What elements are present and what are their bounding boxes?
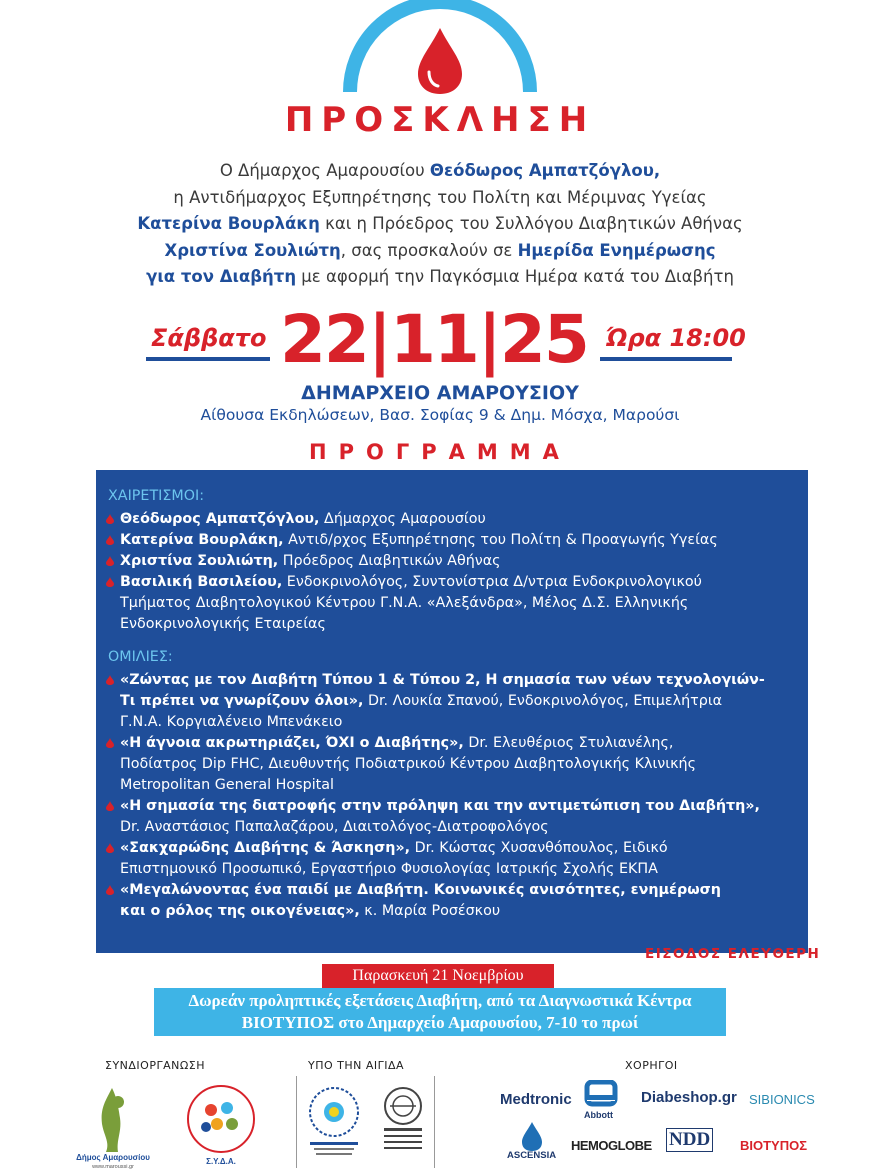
footer-divider <box>434 1076 435 1168</box>
aegis-label: ΥΠΟ ΤΗΝ ΑΙΓΙΔΑ <box>308 1059 405 1072</box>
venue-address: Αίθουσα Εκδηλώσεων, Βασ. Σοφίας 9 & Δημ. Μόσχα, Μαρούσι <box>200 406 680 424</box>
list-item: «Η σημασία της διατροφής στην πρόληψη και την αντιμετώπιση του Διαβήτη», Dr. Αναστάσιος Παπαλαζάρου, Διαιτολόγος-Διατροφολόγος <box>108 796 798 838</box>
svg-text:Δήμος Αμαρουσίου: Δήμος Αμαρουσίου <box>76 1153 150 1162</box>
ascensia-drop-icon <box>510 1120 554 1152</box>
sponsor-diabeshop: Diabeshop.gr <box>641 1089 737 1106</box>
talks-heading: ΟΜΙΛΙΕΣ: <box>108 649 173 665</box>
list-item: «Σακχαρώδης Διαβήτης & Άσκηση», Dr. Κώστας Χυσανθόπουλος, Ειδικό Επιστημονικό Προσωπικό, Εργαστήριο Φυσιολογίας Ιατρικής Σχολής ΕΚΠΑ <box>108 838 798 880</box>
program-panel <box>96 470 808 953</box>
date-underline-left <box>146 357 270 361</box>
page-title: ΠΡΟΣΚΛΗΣΗ <box>284 100 596 140</box>
friday-badge: Παρασκευή 21 Νοεμβρίου <box>322 964 554 988</box>
list-item: Βασιλική Βασιλείου, Ενδοκρινολόγος, Συντονίστρια Δ/ντρια Ενδοκρινολογικού Τμήματος Διαβητολογικού Κέντρου Γ.Ν.Α. «Αλεξάνδρα», Μέλος Δ.Σ. Ελληνικής Ενδοκρινολογικής Εταιρείας <box>108 572 798 635</box>
drop-bullet-icon <box>106 675 114 685</box>
intro-text: Ο Δήμαρχος Αμαρουσίου Θεόδωρος Αμπατζόγλου, η Αντιδήμαρχος Εξυπηρέτησης του Πολίτη και Μέριμνας Υγείας Κατερίνα Βουρλάκη και η Πρόεδρος του Συλλόγου Διαβητικών Αθήνας Χριστίνα Σουλιώτη, σας προσκαλούν σε Ημερίδα Ενημέρωσης για τον Διαβήτη με αφορμή την Παγκόσμια Ημέρα κατά του Διαβήτη <box>137 161 743 286</box>
coorg-label: ΣΥΝΔΙΟΡΓΑΝΩΣΗ <box>105 1059 205 1072</box>
sponsor-medtronic: Medtronic <box>500 1091 572 1108</box>
event-date-row <box>0 303 880 383</box>
greetings-heading: ΧΑΙΡΕΤΙΣΜΟΙ: <box>108 488 205 504</box>
municipality-logo <box>72 1080 154 1170</box>
program-title: ΠΡΟΓΡΑΜΜΑ <box>309 440 571 464</box>
event-day: Σάββατο <box>151 324 267 352</box>
footer-divider <box>296 1076 297 1168</box>
list-item: «Η άγνοια ακρωτηριάζει, ΌΧΙ ο Διαβήτης», Dr. Ελευθέριος Στυλιανέλης, Ποδίατρος Dip FHC, Διευθυντής Ποδιατρικού Κέντρου Διαβητολογικής Κλινικής Metropolitan General Hospital <box>108 733 798 796</box>
drop-bullet-icon <box>106 801 114 811</box>
drop-bullet-icon <box>106 738 114 748</box>
list-item: Θεόδωρος Αμπατζόγλου, Δήμαρχος Αμαρουσίου <box>108 509 798 530</box>
venue-name: ΔΗΜΑΡΧΕΙΟ ΑΜΑΡΟΥΣΙΟΥ <box>301 382 579 404</box>
sponsor-hemoglobe: HEMOGLOBE <box>571 1138 652 1153</box>
list-item: Χριστίνα Σουλιώτη, Πρόεδρος Διαβητικών Αθήνας <box>108 551 798 572</box>
drop-bullet-icon <box>106 514 114 524</box>
drop-bullet-icon <box>106 556 114 566</box>
medical-association-logo <box>302 1086 366 1168</box>
sponsor-biotypos: ΒΙΟΤΥΠΟΣ <box>740 1138 808 1153</box>
list-item: «Μεγαλώνοντας ένα παιδί με Διαβήτη. Κοινωνικές ανισότητες, ενημέρωση και ο ρόλος της οικογένειας», κ. Μαρία Ροσέσκου <box>108 880 798 922</box>
endocrine-society-logo <box>378 1086 428 1170</box>
sponsor-ascensia: ASCENSIA <box>507 1150 557 1161</box>
drop-bullet-icon <box>106 577 114 587</box>
date-underline-right <box>600 357 732 361</box>
list-item: «Ζώντας με τον Διαβήτη Τύπου 1 & Τύπου 2, Η σημασία των νέων τεχνολογιών- Τι πρέπει να γνωρίζουν όλοι», Dr. Λουκία Σπανού, Ενδοκρινολόγος, Επιμελήτρια Γ.Ν.Α. Κοργιαλένειο Μπενάκειο <box>108 670 798 733</box>
event-date: 22|11|25 <box>280 301 588 378</box>
event-time: Ώρα 18:00 <box>606 324 746 352</box>
drop-bullet-icon <box>106 885 114 895</box>
sponsor-sibionics: SIBIONICS <box>749 1092 815 1107</box>
drop-bullet-icon <box>106 843 114 853</box>
screening-notice: Δωρεάν προληπτικές εξετάσεις Διαβήτη, από τα Διαγνωστικά Κέντρα ΒΙΟΤΥΠΟΣ στο Δημαρχείο Αμαρουσίου, 7-10 το πρωί <box>154 988 726 1036</box>
diabetic-association-logo <box>184 1082 258 1168</box>
sponsor-ndd: NDD <box>666 1128 713 1152</box>
drop-bullet-icon <box>106 535 114 545</box>
drop-logo <box>330 0 550 95</box>
list-item: Κατερίνα Βουρλάκη, Αντιδ/ρχος Εξυπηρέτησης του Πολίτη & Προαγωγής Υγείας <box>108 530 798 551</box>
svg-text:www.maroussi.gr: www.maroussi.gr <box>92 1164 134 1170</box>
free-entry-label: ΕΙΣΟΔΟΣ ΕΛΕΥΘΕΡΗ <box>645 946 821 962</box>
sponsor-abbott: Abbott <box>584 1110 613 1120</box>
svg-text:Σ.Υ.Δ.Α.: Σ.Υ.Δ.Α. <box>206 1157 236 1166</box>
sponsors-label: ΧΟΡΗΓΟΙ <box>625 1059 678 1072</box>
